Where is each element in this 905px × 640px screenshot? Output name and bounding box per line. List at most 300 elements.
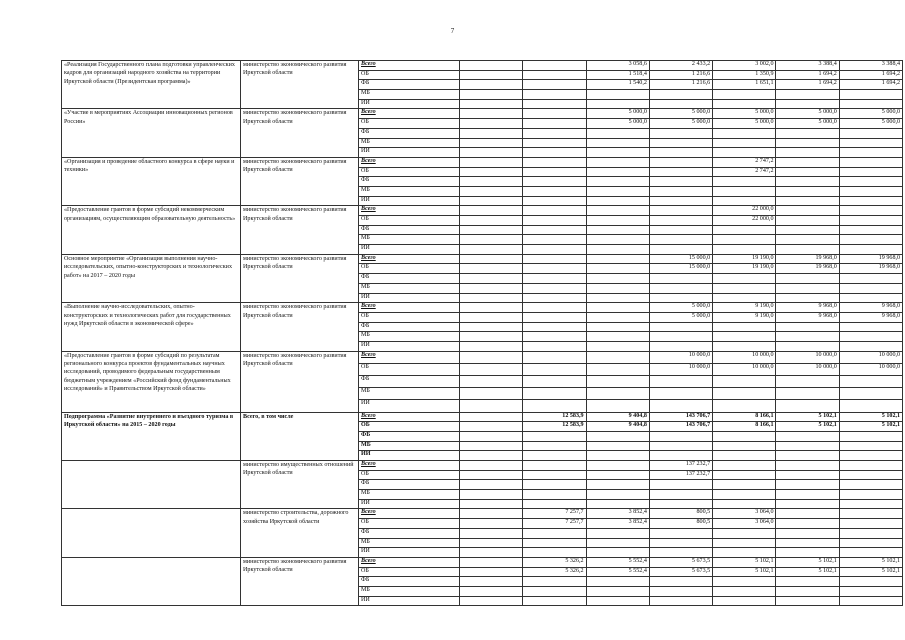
amount-cell (839, 528, 902, 538)
amount-cell (776, 341, 839, 351)
amount-cell (460, 388, 523, 400)
amount-cell (839, 225, 902, 235)
amount-cell: 19 190,0 (713, 254, 776, 264)
amount-cell (460, 341, 523, 351)
amount-cell (776, 538, 839, 548)
amount-cell: 5 000,0 (839, 119, 902, 129)
funding-source: Всего (359, 303, 460, 313)
amount-cell (460, 586, 523, 596)
amount-cell: 5 000,0 (839, 109, 902, 119)
amount-cell (460, 441, 523, 451)
amount-cell: 8 166,1 (713, 422, 776, 432)
amount-cell (523, 70, 586, 80)
amount-cell (460, 119, 523, 129)
amount-cell (776, 177, 839, 187)
amount-cell (460, 422, 523, 432)
amount-cell (460, 451, 523, 461)
amount-cell (460, 528, 523, 538)
amount-cell (713, 196, 776, 206)
funding-source: ФБ (359, 225, 460, 235)
amount-cell: 1 694,2 (839, 80, 902, 90)
amount-cell: 3 064,0 (713, 519, 776, 529)
executor-name: министерство экономического развития Иркутской области (241, 351, 359, 412)
amount-cell (839, 480, 902, 490)
amount-cell (523, 206, 586, 216)
executor-name: министерство экономического развития Иркутской области (241, 206, 359, 254)
amount-cell: 5 102,1 (839, 422, 902, 432)
amount-cell (586, 148, 649, 158)
amount-cell (523, 235, 586, 245)
amount-cell (839, 577, 902, 587)
amount-cell: 5 000,0 (649, 303, 712, 313)
funding-source: Всего (359, 254, 460, 264)
table-row (62, 412, 903, 422)
amount-cell (649, 451, 712, 461)
amount-cell (776, 332, 839, 342)
amount-cell (649, 388, 712, 400)
amount-cell (713, 499, 776, 509)
amount-cell (649, 90, 712, 100)
funding-source: ФБ (359, 274, 460, 284)
amount-cell (586, 303, 649, 313)
amount-cell: 5 000,0 (586, 119, 649, 129)
table-row (62, 109, 903, 119)
funding-source: ИИ (359, 293, 460, 303)
funding-source: ФБ (359, 177, 460, 187)
amount-cell (460, 196, 523, 206)
amount-cell (586, 388, 649, 400)
amount-cell (776, 519, 839, 529)
amount-cell (713, 322, 776, 332)
amount-cell (460, 303, 523, 313)
amount-cell (460, 538, 523, 548)
amount-cell (649, 586, 712, 596)
amount-cell (586, 400, 649, 412)
amount-cell (649, 490, 712, 500)
amount-cell (713, 528, 776, 538)
amount-cell (523, 119, 586, 129)
funding-source: Всего (359, 412, 460, 422)
amount-cell (713, 400, 776, 412)
amount-cell (649, 596, 712, 606)
budget-table-body (62, 61, 903, 606)
amount-cell (523, 461, 586, 471)
funding-source: МБ (359, 235, 460, 245)
amount-cell (586, 138, 649, 148)
amount-cell (460, 99, 523, 109)
amount-cell (713, 480, 776, 490)
amount-cell (460, 431, 523, 441)
amount-cell (523, 332, 586, 342)
amount-cell (460, 245, 523, 255)
funding-source: Всего (359, 157, 460, 167)
amount-cell (586, 577, 649, 587)
amount-cell (776, 431, 839, 441)
funding-source: ФБ (359, 480, 460, 490)
amount-cell (839, 206, 902, 216)
funding-source: МБ (359, 388, 460, 400)
amount-cell (523, 274, 586, 284)
activity-description: «Реализация Государственного плана подготовки управленческих кадров для организаций народного хозяйства на территории Иркутской области (Президентская программа)» (62, 61, 241, 109)
amount-cell (713, 586, 776, 596)
amount-cell (586, 312, 649, 322)
amount-cell (649, 216, 712, 226)
amount-cell: 10 000,0 (649, 351, 712, 363)
amount-cell (776, 293, 839, 303)
amount-cell (586, 186, 649, 196)
amount-cell (586, 586, 649, 596)
amount-cell (523, 596, 586, 606)
amount-cell (523, 548, 586, 558)
amount-cell: 1 651,1 (713, 80, 776, 90)
amount-cell (776, 322, 839, 332)
amount-cell: 7 257,7 (523, 519, 586, 529)
amount-cell: 5 000,0 (649, 312, 712, 322)
amount-cell: 19 968,0 (776, 254, 839, 264)
amount-cell: 15 000,0 (649, 264, 712, 274)
amount-cell (460, 80, 523, 90)
amount-cell (460, 274, 523, 284)
amount-cell (460, 596, 523, 606)
amount-cell: 5 102,1 (776, 557, 839, 567)
funding-source: МБ (359, 490, 460, 500)
amount-cell: 5 000,0 (586, 109, 649, 119)
amount-cell (839, 548, 902, 558)
amount-cell (713, 177, 776, 187)
amount-cell (776, 167, 839, 177)
funding-source: ИИ (359, 499, 460, 509)
amount-cell (523, 400, 586, 412)
amount-cell (649, 167, 712, 177)
amount-cell: 5 102,1 (713, 557, 776, 567)
activity-description: «Выполнение научно-исследовательских, опытно-конструкторских и технологических работ для государственных нужд Иркутской области в экономической сфере» (62, 303, 241, 351)
amount-cell: 8 166,1 (713, 412, 776, 422)
amount-cell (713, 225, 776, 235)
funding-source: Всего (359, 461, 460, 471)
activity-description: «Участие в мероприятиях Ассоциации инновационных регионов России» (62, 109, 241, 157)
amount-cell (523, 528, 586, 538)
amount-cell (649, 441, 712, 451)
amount-cell (586, 499, 649, 509)
amount-cell (649, 376, 712, 388)
amount-cell (586, 376, 649, 388)
amount-cell (713, 538, 776, 548)
amount-cell (460, 293, 523, 303)
amount-cell (649, 499, 712, 509)
executor-name: министерство имущественных отношений Иркутской области (241, 461, 359, 509)
amount-cell (839, 451, 902, 461)
amount-cell (523, 586, 586, 596)
amount-cell (776, 528, 839, 538)
funding-source: ИИ (359, 451, 460, 461)
amount-cell (649, 332, 712, 342)
amount-cell (460, 138, 523, 148)
amount-cell (839, 177, 902, 187)
amount-cell (776, 283, 839, 293)
funding-source: ОБ (359, 519, 460, 529)
amount-cell: 10 000,0 (649, 363, 712, 375)
amount-cell (460, 177, 523, 187)
amount-cell (839, 322, 902, 332)
funding-source: Всего (359, 206, 460, 216)
amount-cell (839, 441, 902, 451)
amount-cell: 5 102,1 (839, 567, 902, 577)
amount-cell (649, 293, 712, 303)
amount-cell: 19 190,0 (713, 264, 776, 274)
amount-cell (839, 538, 902, 548)
table-row (62, 254, 903, 264)
amount-cell (713, 376, 776, 388)
table-row (62, 61, 903, 71)
amount-cell (523, 293, 586, 303)
amount-cell (586, 225, 649, 235)
funding-source: ФБ (359, 80, 460, 90)
amount-cell (649, 274, 712, 284)
funding-source: ИИ (359, 196, 460, 206)
amount-cell (649, 225, 712, 235)
amount-cell: 5 000,0 (776, 119, 839, 129)
amount-cell: 10 000,0 (713, 351, 776, 363)
amount-cell: 143 706,7 (649, 422, 712, 432)
amount-cell (523, 341, 586, 351)
amount-cell (460, 363, 523, 375)
amount-cell (460, 322, 523, 332)
amount-cell: 5 000,0 (713, 119, 776, 129)
amount-cell (839, 235, 902, 245)
amount-cell (460, 509, 523, 519)
amount-cell (523, 577, 586, 587)
amount-cell (523, 90, 586, 100)
amount-cell (460, 70, 523, 80)
amount-cell (523, 157, 586, 167)
table-row (62, 206, 903, 216)
amount-cell (460, 312, 523, 322)
amount-cell (586, 351, 649, 363)
amount-cell: 9 968,0 (776, 303, 839, 313)
amount-cell (713, 128, 776, 138)
executor-name: министерство экономического развития Иркутской области (241, 109, 359, 157)
executor-name: министерство экономического развития Иркутской области (241, 303, 359, 351)
amount-cell (586, 293, 649, 303)
amount-cell (586, 480, 649, 490)
amount-cell (649, 577, 712, 587)
amount-cell (523, 312, 586, 322)
activity-description: «Предоставление грантов в форме субсидий некоммерческим организациям, осуществляющим образовательную деятельность» (62, 206, 241, 254)
amount-cell (586, 461, 649, 471)
amount-cell (523, 283, 586, 293)
amount-cell (776, 128, 839, 138)
amount-cell (586, 196, 649, 206)
amount-cell (523, 109, 586, 119)
amount-cell (460, 461, 523, 471)
funding-source: ФБ (359, 128, 460, 138)
funding-source: ОБ (359, 422, 460, 432)
amount-cell (776, 548, 839, 558)
amount-cell (649, 548, 712, 558)
amount-cell: 1 694,2 (776, 70, 839, 80)
table-row (62, 303, 903, 313)
funding-source: ОБ (359, 363, 460, 375)
amount-cell: 5 102,1 (839, 412, 902, 422)
amount-cell (523, 61, 586, 71)
amount-cell: 1 350,9 (713, 70, 776, 80)
amount-cell (649, 186, 712, 196)
amount-cell: 9 190,0 (713, 303, 776, 313)
amount-cell: 5 326,2 (523, 567, 586, 577)
amount-cell: 15 000,0 (649, 254, 712, 264)
amount-cell: 10 000,0 (776, 363, 839, 375)
amount-cell (523, 216, 586, 226)
amount-cell (649, 283, 712, 293)
amount-cell (523, 303, 586, 313)
funding-source: ИИ (359, 245, 460, 255)
amount-cell (586, 596, 649, 606)
amount-cell (523, 186, 586, 196)
amount-cell (776, 461, 839, 471)
amount-cell (523, 451, 586, 461)
amount-cell (776, 216, 839, 226)
amount-cell (713, 99, 776, 109)
executor-name: Всего, в том числе (241, 412, 359, 460)
amount-cell (776, 451, 839, 461)
amount-cell (713, 245, 776, 255)
amount-cell (460, 567, 523, 577)
amount-cell (586, 99, 649, 109)
amount-cell: 1 694,2 (776, 80, 839, 90)
amount-cell (839, 99, 902, 109)
amount-cell (586, 90, 649, 100)
amount-cell (460, 235, 523, 245)
activity-description: Основное мероприятие «Организация выполнения научно-исследовательских, опытно-конструкторских и технологических работ» на 2017 – 2020 годы (62, 254, 241, 302)
amount-cell: 9 404,8 (586, 412, 649, 422)
amount-cell (523, 128, 586, 138)
executor-name: министерство экономического развития Иркутской области (241, 61, 359, 109)
amount-cell: 3 388,4 (776, 61, 839, 71)
amount-cell (586, 216, 649, 226)
amount-cell: 9 968,0 (776, 312, 839, 322)
funding-source: ОБ (359, 119, 460, 129)
funding-source: Всего (359, 109, 460, 119)
funding-source: МБ (359, 586, 460, 596)
amount-cell: 9 404,8 (586, 422, 649, 432)
amount-cell: 800,5 (649, 509, 712, 519)
amount-cell (776, 235, 839, 245)
amount-cell (460, 499, 523, 509)
executor-name: министерство строительства, дорожного хозяйства Иркутской области (241, 509, 359, 557)
amount-cell: 5 673,5 (649, 557, 712, 567)
amount-cell: 9 190,0 (713, 312, 776, 322)
amount-cell: 19 968,0 (839, 254, 902, 264)
funding-source: ФБ (359, 322, 460, 332)
funding-source: МБ (359, 90, 460, 100)
amount-cell (460, 283, 523, 293)
amount-cell (523, 138, 586, 148)
amount-cell: 22 000,0 (713, 216, 776, 226)
amount-cell (460, 548, 523, 558)
amount-cell: 3 388,4 (839, 61, 902, 71)
funding-source: ФБ (359, 376, 460, 388)
amount-cell (776, 596, 839, 606)
amount-cell (776, 196, 839, 206)
amount-cell: 3 058,6 (586, 61, 649, 71)
amount-cell: 137 232,7 (649, 470, 712, 480)
amount-cell (776, 499, 839, 509)
amount-cell (839, 499, 902, 509)
amount-cell (776, 400, 839, 412)
amount-cell: 12 583,9 (523, 422, 586, 432)
amount-cell (586, 528, 649, 538)
amount-cell (586, 254, 649, 264)
amount-cell (523, 376, 586, 388)
amount-cell (586, 274, 649, 284)
funding-source: ОБ (359, 167, 460, 177)
budget-table (61, 60, 903, 606)
table-row (62, 557, 903, 567)
amount-cell: 10 000,0 (839, 351, 902, 363)
funding-source: МБ (359, 332, 460, 342)
amount-cell (713, 235, 776, 245)
amount-cell (839, 596, 902, 606)
amount-cell (460, 157, 523, 167)
funding-source: МБ (359, 538, 460, 548)
amount-cell (523, 363, 586, 375)
funding-source: ФБ (359, 528, 460, 538)
amount-cell: 143 706,7 (649, 412, 712, 422)
amount-cell (776, 509, 839, 519)
amount-cell (776, 480, 839, 490)
amount-cell (713, 548, 776, 558)
amount-cell (649, 148, 712, 158)
amount-cell (649, 538, 712, 548)
funding-source: ОБ (359, 312, 460, 322)
amount-cell (776, 186, 839, 196)
funding-source: ОБ (359, 264, 460, 274)
amount-cell (649, 138, 712, 148)
amount-cell (839, 186, 902, 196)
funding-source: ОБ (359, 567, 460, 577)
amount-cell (839, 216, 902, 226)
amount-cell: 5 552,4 (586, 567, 649, 577)
activity-description (62, 461, 241, 509)
amount-cell (713, 332, 776, 342)
amount-cell (776, 376, 839, 388)
amount-cell (839, 90, 902, 100)
amount-cell (839, 341, 902, 351)
amount-cell (460, 470, 523, 480)
amount-cell (460, 167, 523, 177)
amount-cell (776, 148, 839, 158)
amount-cell (649, 528, 712, 538)
amount-cell (776, 245, 839, 255)
amount-cell (460, 351, 523, 363)
activity-description (62, 509, 241, 557)
amount-cell: 9 968,0 (839, 312, 902, 322)
amount-cell (460, 109, 523, 119)
amount-cell: 5 102,1 (776, 412, 839, 422)
amount-cell (776, 274, 839, 284)
amount-cell (586, 431, 649, 441)
amount-cell (523, 225, 586, 235)
amount-cell (776, 441, 839, 451)
amount-cell: 7 257,7 (523, 509, 586, 519)
activity-description: «Организация и проведение областного конкурса в сфере науки и техники» (62, 157, 241, 205)
amount-cell (649, 196, 712, 206)
amount-cell (586, 332, 649, 342)
funding-source: ИИ (359, 341, 460, 351)
amount-cell (839, 148, 902, 158)
amount-cell (523, 322, 586, 332)
activity-description (62, 557, 241, 605)
